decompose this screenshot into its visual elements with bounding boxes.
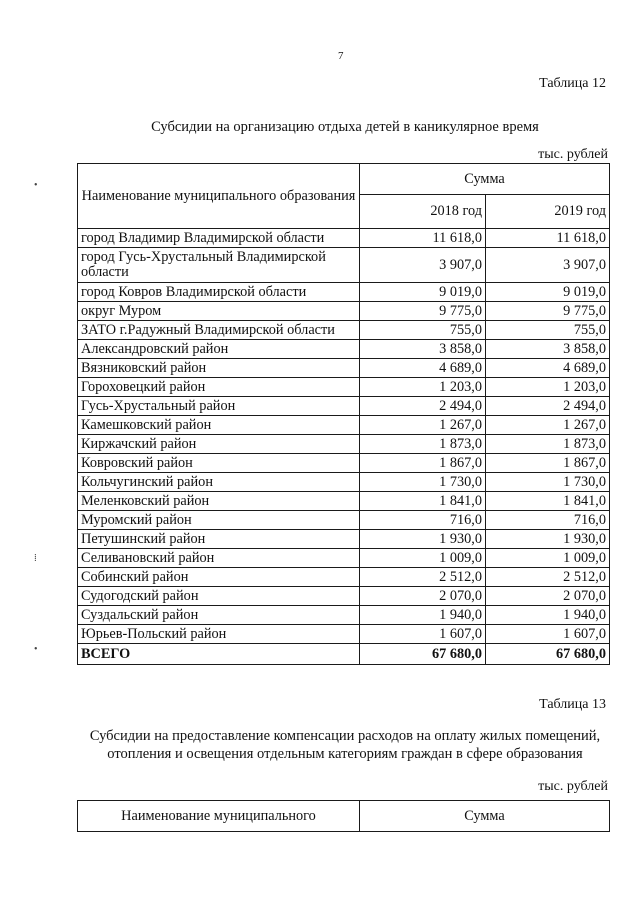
- row-value-2019: 716,0: [486, 511, 610, 530]
- row-name: Собинский район: [78, 568, 360, 587]
- table-13-caption: Таблица 13: [539, 697, 606, 712]
- table-row: [78, 473, 610, 492]
- table-12: [77, 163, 610, 665]
- table-row: [78, 454, 610, 473]
- row-value-2018: 716,0: [360, 511, 486, 530]
- table-13-header-sum: Сумма: [360, 801, 610, 832]
- row-name: Гороховецкий район: [78, 378, 360, 397]
- table-row: [78, 248, 610, 283]
- table-row: [78, 340, 610, 359]
- row-name: Петушинский район: [78, 530, 360, 549]
- row-name: Александровский район: [78, 340, 360, 359]
- table-12-caption: Таблица 12: [539, 76, 606, 91]
- table-12-title: Субсидии на организацию отдыха детей в каникулярное время: [151, 119, 539, 135]
- row-value-2018: 4 689,0: [360, 359, 486, 378]
- row-value-2019: 9 775,0: [486, 302, 610, 321]
- table-row: [78, 397, 610, 416]
- row-value-2018: 1 009,0: [360, 549, 486, 568]
- table-row: [78, 435, 610, 454]
- row-name: Ковровский район: [78, 454, 360, 473]
- row-value-2019: 1 009,0: [486, 549, 610, 568]
- row-name: Меленковский район: [78, 492, 360, 511]
- row-value-2018: 11 618,0: [360, 229, 486, 248]
- table-row: [78, 302, 610, 321]
- row-value-2019: 1 730,0: [486, 473, 610, 492]
- row-value-2018: 1 940,0: [360, 606, 486, 625]
- total-2018: 67 680,0: [360, 644, 486, 665]
- row-name: Киржачский район: [78, 435, 360, 454]
- row-value-2019: 1 607,0: [486, 625, 610, 644]
- table-row: [78, 606, 610, 625]
- row-name: Камешковский район: [78, 416, 360, 435]
- table-13: [77, 800, 610, 832]
- total-label: ВСЕГО: [78, 644, 360, 665]
- row-value-2018: 1 730,0: [360, 473, 486, 492]
- table-row: [78, 511, 610, 530]
- row-name: город Гусь-Хрустальный Владимирской области: [78, 248, 360, 283]
- row-value-2019: 1 841,0: [486, 492, 610, 511]
- row-value-2018: 1 607,0: [360, 625, 486, 644]
- row-value-2018: 3 858,0: [360, 340, 486, 359]
- row-value-2018: 2 070,0: [360, 587, 486, 606]
- table-row: [78, 530, 610, 549]
- row-value-2019: 2 494,0: [486, 397, 610, 416]
- row-value-2019: 1 940,0: [486, 606, 610, 625]
- table-row: [78, 416, 610, 435]
- row-value-2019: 2 512,0: [486, 568, 610, 587]
- row-name: Кольчугинский район: [78, 473, 360, 492]
- row-name: округ Муром: [78, 302, 360, 321]
- total-row: [78, 644, 610, 665]
- row-value-2019: 4 689,0: [486, 359, 610, 378]
- row-value-2018: 1 867,0: [360, 454, 486, 473]
- row-value-2018: 1 267,0: [360, 416, 486, 435]
- row-value-2018: 2 494,0: [360, 397, 486, 416]
- row-name: Муромский район: [78, 511, 360, 530]
- table-row: [78, 378, 610, 397]
- row-value-2019: 11 618,0: [486, 229, 610, 248]
- row-value-2019: 1 203,0: [486, 378, 610, 397]
- row-value-2019: 3 907,0: [486, 248, 610, 283]
- margin-mark: ⁞: [34, 553, 37, 564]
- table-12-body: [78, 229, 610, 644]
- table-row: [78, 568, 610, 587]
- header-name: Наименование муниципального образования: [78, 164, 360, 229]
- row-name: Вязниковский район: [78, 359, 360, 378]
- row-name: Селивановский район: [78, 549, 360, 568]
- margin-mark: •: [34, 180, 38, 191]
- table-13-units: тыс. рублей: [538, 779, 608, 794]
- table-row: [78, 283, 610, 302]
- table-row: [78, 229, 610, 248]
- total-2019: 67 680,0: [486, 644, 610, 665]
- row-value-2019: 1 873,0: [486, 435, 610, 454]
- table-12-units: тыс. рублей: [538, 147, 608, 162]
- row-value-2018: 1 841,0: [360, 492, 486, 511]
- row-name: Юрьев-Польский район: [78, 625, 360, 644]
- row-name: город Владимир Владимирской области: [78, 229, 360, 248]
- row-value-2018: 1 930,0: [360, 530, 486, 549]
- table-row: [78, 492, 610, 511]
- margin-mark: •: [34, 644, 38, 655]
- header-year-2019: 2019 год: [486, 195, 610, 229]
- row-value-2018: 755,0: [360, 321, 486, 340]
- table-13-header-name: Наименование муниципального: [78, 801, 360, 832]
- row-value-2019: 3 858,0: [486, 340, 610, 359]
- table-row: [78, 359, 610, 378]
- header-year-2018: 2018 год: [360, 195, 486, 229]
- row-value-2019: 1 867,0: [486, 454, 610, 473]
- row-value-2018: 2 512,0: [360, 568, 486, 587]
- row-value-2019: 755,0: [486, 321, 610, 340]
- table-row: [78, 549, 610, 568]
- row-value-2018: 9 019,0: [360, 283, 486, 302]
- table-row: [78, 321, 610, 340]
- table-row: [78, 587, 610, 606]
- row-value-2019: 1 930,0: [486, 530, 610, 549]
- row-value-2018: 9 775,0: [360, 302, 486, 321]
- table-row: [78, 625, 610, 644]
- row-name: Суздальский район: [78, 606, 360, 625]
- row-name: Гусь-Хрустальный район: [78, 397, 360, 416]
- row-name: Судогодский район: [78, 587, 360, 606]
- row-value-2018: 3 907,0: [360, 248, 486, 283]
- row-value-2019: 9 019,0: [486, 283, 610, 302]
- header-sum: Сумма: [360, 164, 610, 195]
- row-value-2018: 1 873,0: [360, 435, 486, 454]
- row-name: город Ковров Владимирской области: [78, 283, 360, 302]
- table-13-title: Субсидии на предоставление компенсации расходов на оплату жилых помещений, отопления и освещения отдельным категориям граждан в сфере образования: [89, 728, 601, 762]
- row-value-2019: 2 070,0: [486, 587, 610, 606]
- page-number: 7: [338, 50, 344, 62]
- row-value-2019: 1 267,0: [486, 416, 610, 435]
- row-name: ЗАТО г.Радужный Владимирской области: [78, 321, 360, 340]
- row-value-2018: 1 203,0: [360, 378, 486, 397]
